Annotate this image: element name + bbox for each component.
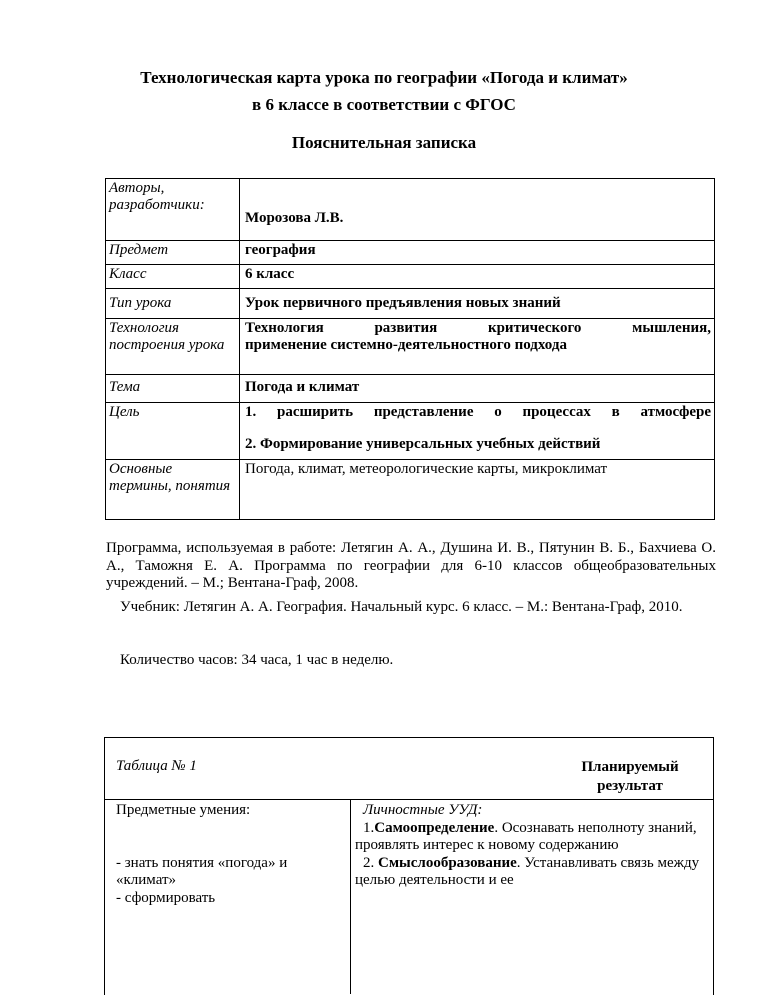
technology-value-line1: Технология развития критического мышления, (245, 320, 711, 336)
terms-label: Основные термины, понятия (106, 460, 240, 520)
personal-uud-heading: Личностные УУД: (363, 802, 483, 818)
uud-item-2-term: Смыслообразование (378, 854, 517, 871)
document-title: Технологическая карта урока по географии «Погода и климат» (140, 68, 628, 87)
results-table-header-divider (104, 799, 713, 800)
skill-item-2: - сформировать (116, 889, 216, 906)
uud-item-1 (355, 820, 710, 855)
lesson-info-table (105, 178, 715, 520)
authors-value: Морозова Л.В. (240, 179, 715, 241)
section-subtitle: Пояснительная записка (291, 133, 477, 152)
grade-label: Класс (106, 265, 240, 289)
lesson-type-label: Тип урока (106, 289, 240, 319)
technology-label: Технология построения урока (106, 319, 240, 375)
skill-item-1: - знать понятия «погода» и «климат» (116, 854, 288, 888)
program-paragraph: Программа, используемая в работе: Летягин А. А., Душина И. В., Пятунин В. Б., Бахчиева О. А., Таможня Е. А. Программа по географии для 6-10 классов общеобразовательных учреждений. – М.; Вентана-Граф, 2008. (106, 540, 716, 591)
goal-item-2: 2. Формирование универсальных учебных действий (245, 436, 601, 452)
technology-value-line2: применение системно-деятельностного подхода (245, 337, 567, 353)
topic-label: Тема (106, 375, 240, 403)
goal-value (240, 403, 715, 460)
subject-label: Предмет (106, 241, 240, 265)
hours-paragraph: Количество часов: 34 часа, 1 час в неделю. (120, 652, 394, 668)
planned-result-heading: Планируемый результат (581, 759, 679, 794)
uud-item-1-term: Самоопределение (374, 819, 495, 836)
document-title-line2: в 6 классе в соответствии с ФГОС (252, 95, 516, 114)
subject-value: география (240, 241, 715, 265)
topic-value: Погода и климат (240, 375, 715, 403)
authors-label: Авторы, разработчики: (106, 179, 240, 241)
goal-label: Цель (106, 403, 240, 460)
results-table-column-divider (350, 799, 351, 994)
table-number: Таблица № 1 (116, 758, 197, 774)
subject-skills-heading: Предметные умения: (116, 802, 251, 818)
uud-item-2-text: . Устанавливать связь между целью деятельности и ее (355, 854, 700, 888)
uud-item-1-text: . Осознавать неполноту знаний, проявлять интерес к новому содержанию (355, 819, 697, 853)
uud-item-2 (355, 855, 710, 890)
uud-item-2-number: 2. (363, 854, 378, 871)
goal-item-1: 1. расширить представление о процессах в атмосфере (245, 404, 711, 420)
lesson-type-value: Урок первичного предъявления новых знаний (240, 289, 715, 319)
subject-skills-cell (116, 802, 344, 907)
textbook-paragraph: Учебник: Летягин А. А. География. Начальный курс. 6 класс. – М.: Вентана-Граф, 2010. (120, 599, 683, 615)
terms-value: Погода, климат, метеорологические карты, микроклимат (240, 460, 715, 520)
uud-item-1-number: 1. (363, 819, 375, 836)
grade-value: 6 класс (240, 265, 715, 289)
personal-uud-cell (355, 802, 710, 890)
technology-value (240, 319, 715, 375)
